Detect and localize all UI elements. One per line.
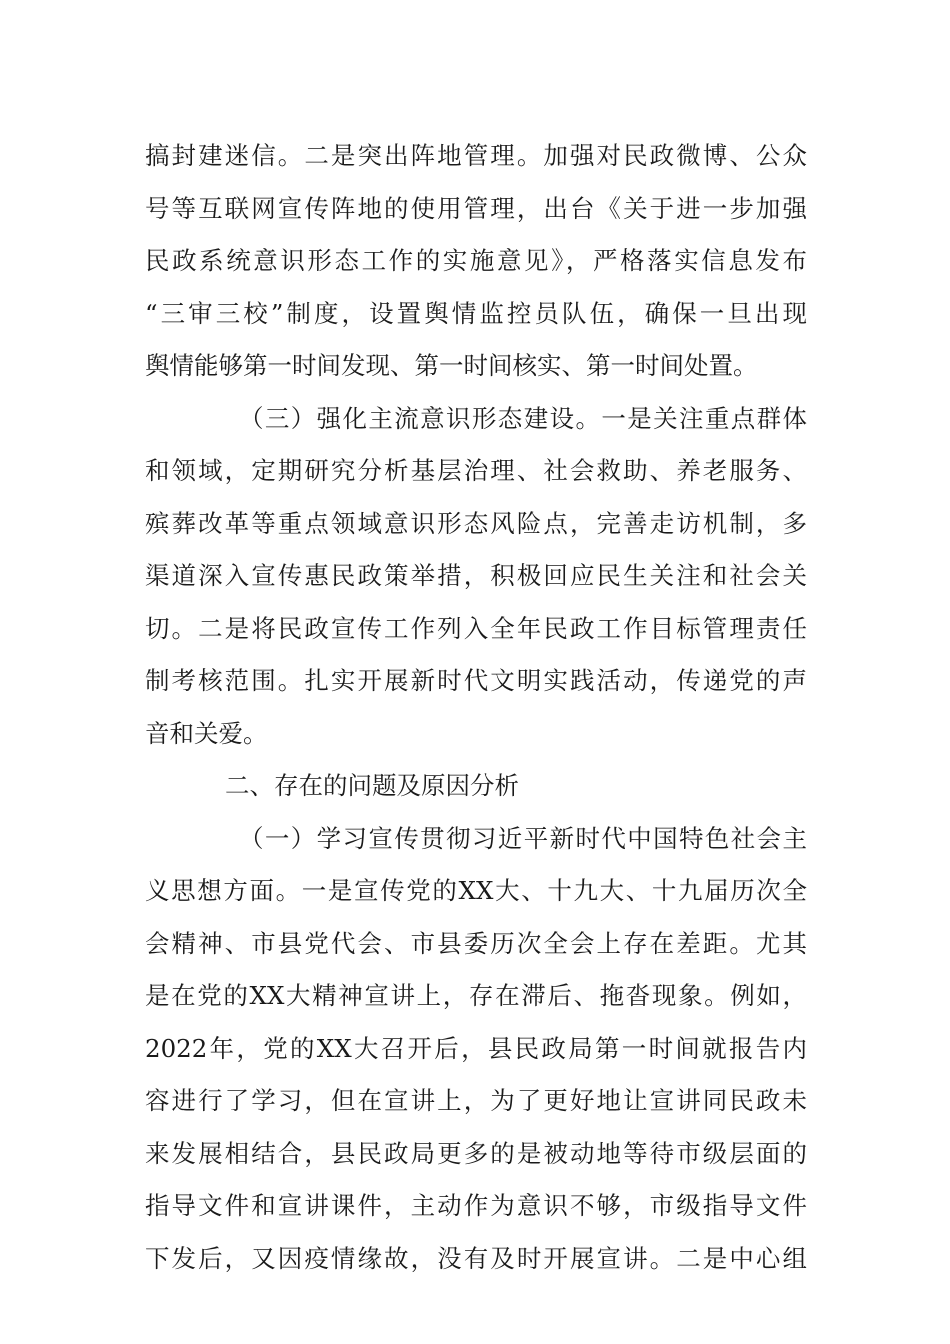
text-line: 民政系统意识形态工作的实施意见》，严格落实信息发布 [145, 246, 807, 275]
text-line: 渠道深入宣传惠民政策举措，积极回应民生关注和社会关 [145, 561, 807, 590]
paragraph-subsection-1 [145, 813, 807, 1286]
section-heading [145, 760, 807, 813]
subsection-heading-line: （一）学习宣传贯彻习近平新时代中国特色社会主 [239, 823, 807, 853]
text-line: 制考核范围。扎实开展新时代文明实践活动，传递党的声 [145, 666, 807, 695]
paragraph-subsection-3 [145, 393, 807, 761]
text-line: 和领域，定期研究分析基层治理、社会救助、养老服务、 [145, 456, 807, 485]
paragraph-continuation [145, 130, 807, 393]
text-line: 来发展相结合，县民政局更多的是被动地等待市级层面的 [145, 1138, 807, 1168]
text-line: 号等互联网宣传阵地的使用管理，出台《关于进一步加强 [145, 193, 807, 223]
text-line: 下发后，又因疫情缘故，没有及时开展宣讲。二是中心组 [145, 1243, 807, 1273]
text-line: 音和关爱。 [145, 718, 268, 748]
text-line: 切。二是将民政宣传工作列入全年民政工作目标管理责任 [145, 613, 807, 643]
text-line: 搞封建迷信。二是突出阵地管理。加强对民政微博、公众 [145, 141, 807, 170]
text-line: 义思想方面。一是宣传党的XX大、十九大、十九届历次全 [145, 876, 807, 905]
text-line: 殡葬改革等重点领域意识形态风险点，完善走访机制，多 [145, 508, 807, 538]
section-heading-line: 二、存在的问题及原因分析 [225, 771, 519, 800]
text-line: 会精神、市县党代会、市县委历次全会上存在差距。尤其 [145, 928, 807, 958]
text-line: “三审三校”制度，设置舆情监控员队伍，确保一旦出现 [145, 298, 807, 328]
subsection-heading-line: （三）强化主流意识形态建设。一是关注重点群体 [239, 403, 807, 433]
document-body [145, 130, 807, 1285]
text-line: 2022年，党的XX大召开后，县民政局第一时间就报告内 [145, 1033, 807, 1063]
text-line: 是在党的XX大精神宣讲上，存在滞后、拖沓现象。例如， [145, 981, 807, 1010]
text-line: 容进行了学习，但在宣讲上，为了更好地让宣讲同民政未 [145, 1086, 807, 1115]
text-line: 指导文件和宣讲课件，主动作为意识不够，市级指导文件 [145, 1191, 807, 1220]
text-line: 舆情能够第一时间发现、第一时间核实、第一时间处置。 [145, 351, 758, 380]
